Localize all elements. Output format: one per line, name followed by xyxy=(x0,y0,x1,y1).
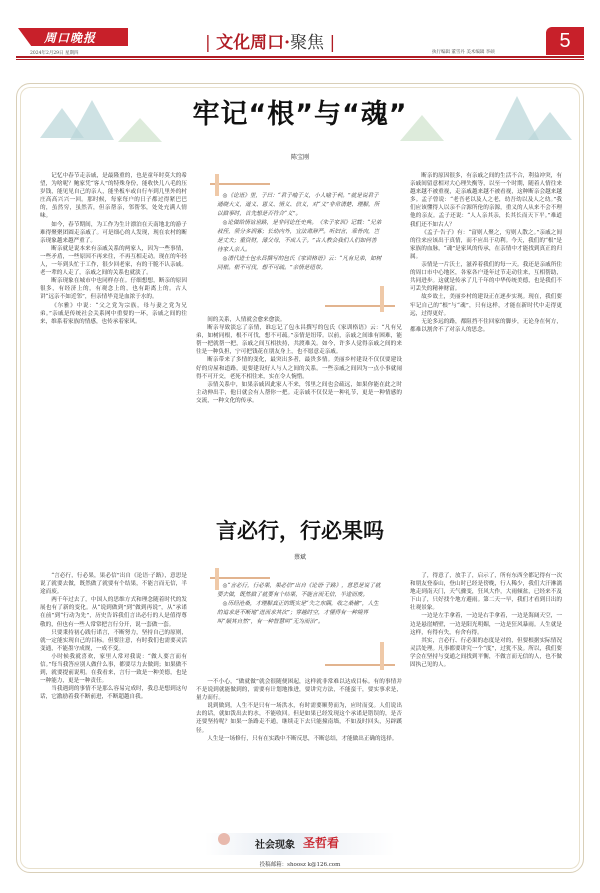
paragraph: 小时候我就喜欢，家里人常对我说：“做人要言而有信。”每当我答应别人做什么事，都要尽力去做到；如果做不到，就要提前说明。在我看来，言行一致是一种美德，也是一种能力，更是一种责任。 xyxy=(40,653,187,685)
paragraph: 如今，春节期间，为工作为生计漂泊在天南地北的游子难得聚聚团圆走亲戚了。可是细心的人发现，现在农村的断亲现象越来越严重了。 xyxy=(40,221,187,244)
paragraph: 说到做到，人生不是只有一场洪水，有时需要顺势而为，应时而变。人们说出去的话，就如泼出去的水，不能收回。但是如果已经发现这个承诺是错误的，是否还要坚持呢？如果一条路走不通，继续走下去只能撞南墙，不如及时回头，另辟蹊径。 xyxy=(196,703,402,734)
column-banner-highlight: 圣哲看 xyxy=(303,836,340,850)
publication-date: 2024年2月29日 星期四 xyxy=(30,51,79,56)
masthead-title: 周口晚报 xyxy=(44,31,97,45)
paragraph: 断亲就是说本来有亲戚关系的两家人，因为一些事情，一些矛盾，一些原因不再来往，不再互相走动。现在的年轻人，一年到头忙于工作，很少回老家，有的干脆不认亲戚。老一辈的人走了，亲戚之间的关系也就淡了。 xyxy=(40,245,187,277)
paragraph: 故乡故土，美丽乡村的建设正在逐步实现。现在，我们要牢记自己的“根”与“魂”，只有这样，才能在新时代中走得更远，过得更好。 xyxy=(410,294,562,317)
column-banner-label: 社会现象 xyxy=(255,840,295,851)
paragraph: 无论多远的路，都阻挡不住回家的脚步，无论身在何方，都难以割舍不了对亲人的思念。 xyxy=(410,318,562,333)
paragraph: 断亲现象在城市中也同样存在。仔细想想，断亲的原因很多，有经济上的，有观念上的，也有距离上的。古人讲“远亲不如近邻”，但亲情毕竟是血浓于水的。 xyxy=(40,278,187,301)
paragraph: 一边是左手拿着，一边是右手拿着，一边是海阔天空，一边是悬崖峭壁，一边是阳光明媚，一边是狂风暴雨。人生就是这样，有得有失，有舍有得。 xyxy=(410,613,562,636)
quote-decoration xyxy=(380,286,384,312)
section-name: 文化周口 xyxy=(216,33,285,53)
paragraph: ◎“言必行，行必果，果必信”出自《论语·子路》，意思是说了就要去做，既然做了就要有个结果，不能言而无信，半途而废。 xyxy=(217,583,381,598)
paragraph: ◎《论语》里，子曰：“君子喻于义，小人喻于利。”就是说君子通晓大义，道义、恩义、情义、信义，对“义”非常清楚、理解，所以做事时，首先想是否符合“义”。 xyxy=(217,193,380,217)
quote-decoration xyxy=(210,183,270,185)
submission-email: 投稿邮箱：shoosz k@126.com xyxy=(259,862,341,868)
quote-decoration xyxy=(325,664,395,666)
paragraph: 当我遇到的事情不是那么容易完成时，我总是想到这句话，它激励着我不断前进，不断超越自我。 xyxy=(40,686,187,701)
article-column-right xyxy=(410,572,562,822)
sun-decoration xyxy=(218,833,230,845)
paragraph: 《尔雅》中说：“父之党为宗族，母与妻之党为兄弟。”亲戚是传统社会关系网中重要的一环，亲戚之间的往来，维系着家族的情感，也传承着家风。 xyxy=(40,302,187,325)
section-subtitle: 聚焦 xyxy=(290,33,325,53)
paragraph: 断亲的原因很多，有亲戚之间的生活不合，利益冲突，有亲戚间留意相对大心理失衡等，以至一个时期，随着人情往来越来越不被重视，走亲戚越来越不被看视，这种断亲会越来越多。孟子曾说：“老吾老以及人之老，幼吾幼以及人之幼。”我们应该懂得人以亲不合源所伦的亲源，重义的人从来不会不理他的亲友。孟子还说：“人人亲其亲，长其长而天下平。”难道我们还不如古人？ xyxy=(410,173,562,228)
article-column-left xyxy=(40,572,187,822)
quote-decoration xyxy=(380,642,384,670)
paragraph: ◎清代进士包永昌撰写的包氏《家训格语》云：“凡有兄弟，如树同根。根不可伐，想不可疏。”亲情是纽带。 xyxy=(217,256,382,271)
paragraph: 断亲带来了多情的变化，最突出多者，最贵多情。美丽乡村建设不仅仅要建设好的房屋和道路，更要建设好人与人之间的关系。一些亲戚之间因为一点小事就闹得不可开交，老死不相往来，实在令人惋惜。 xyxy=(196,357,402,380)
paragraph: 其实，言必行、行必果的态度是对的，但要根据实际情况灵活处理。凡事都要讲究一个“度”，过犹不及。所以，我们要学会在坚持与变通之间找到平衡，不做言而无信的人，也不做固执己见的人。 xyxy=(410,637,562,669)
paragraph: 一不小心，“做就做”就会很随便困起，这样就非常难以达成目标。有的事情并不是说到就能做到的，需要有计划地推进，要讲究方法，不能蛮干，要实事求是，量力而行。 xyxy=(196,679,402,702)
article-column-middle xyxy=(196,316,402,502)
paragraph: 只要秉持初心践行诺言，不断努力，坚持自己的原则，就一定能实现自己的目标。但要注意，有时我们也需要灵活变通，不能墨守成规，一成不变。 xyxy=(40,629,187,652)
article-column-left xyxy=(40,172,187,502)
paragraph: 人生是一场修行，只有在实践中不断反思，不断总结，才能做出正确的选择。 xyxy=(207,735,398,742)
article-title: 言必行，行必果吗 xyxy=(216,519,384,543)
pull-quote xyxy=(217,192,382,304)
header-divider xyxy=(16,56,584,58)
paragraph: ◎论做给情谊世路，是非同论任史典。《朱子家训》记载：“兄弟叔侄，须分多润寡；长幼内外，宜法肃辞严。听妇言，乖骨肉，岂是丈夫；重资财，薄父母，不成人子。”古人教会我们人们如何善待家人亲人。 xyxy=(217,220,382,253)
quote-decoration xyxy=(325,305,395,307)
paragraph: 亲情是一片沃土，滋养着我们的每一天。我还是亲戚所住的周口市中心地区，各家各户逢年过节走动往来，互相帮助，共同进步。这就是传承了几千年的中华传统美德，也是我们不可丢失的精神财富。 xyxy=(410,262,562,293)
article-column-right xyxy=(410,172,562,502)
paragraph: 《孟子·告子》有：“富则人聚之，穷则人散之。”亲戚之间的往来应该出于真情，而不应出于功利。今天，我们的“根”是家族的血脉，“魂”是家风的传承，在亲情中才能找到真正的归属。 xyxy=(410,229,562,260)
page-number: 5 xyxy=(546,27,584,55)
paragraph: 了，得意了，放手了，启示了，所有东西全都记得有一次和朋友登泰山，登山时已经是傍晚，行人稀少，我们大汗淋漓地走到南天门，天气骤变，狂风大作，大雨倾盆，已经来不及下山了，只好找个地方避雨。第二天一早，我们才看到日出的壮观景象。 xyxy=(410,573,562,612)
quote-decoration xyxy=(210,577,270,579)
paragraph: 记忆中春节走亲戚，是最隆重的，也是童年时莫大的希望，为啥呢？鲍家凭“客人”的特殊身份，能收快儿八毛的压岁钱，能见见自己的亲人，能坐板车或自行车到几里外的村庄高高兴兴一回。那时候，每家每户的日子都过得紧巴巴的，虽然穷，虽然苦，但亲帮亲，邻帮邻，处处充满人情味。 xyxy=(40,173,187,220)
header-divider-thin xyxy=(16,59,584,60)
editor-credits: 执行编辑 董雪丹 美术编辑 李硕 xyxy=(432,50,495,55)
pull-quote xyxy=(217,582,382,652)
article-column-middle xyxy=(196,678,402,822)
paragraph: 断亲导致淡忘了亲情，谁忘记了包永昌撰写的包氏《家训格语》云：“凡有兄弟，如树同根，根不可伐，想不可疏。”亲情是纽带。以前，亲戚之间谁有困难，能帮一把就帮一把，亲戚之间互相扶持，共渡难关。如今，许多人觉得亲戚之间的来往是一种负担，宁可把钱花在朋友身上，也不愿意走亲戚。 xyxy=(196,325,402,356)
article-title: 牢记“根”与“魂” xyxy=(192,99,408,130)
paragraph: ◎历经沧桑，才理解真正的既实是“失之东隅，收之桑榆”，人生的追求是不断地“进而求其次”；穿越时空，才懂得有一种境界叫“顺其自然”，有一种智慧叫“无为而治”。 xyxy=(217,601,379,625)
article-author: 陈宝刚 xyxy=(290,154,309,161)
paragraph: 间的关系，人情就会愈来愈淡。 xyxy=(207,317,286,323)
section-title: | 文化周口·聚焦 | xyxy=(205,33,336,53)
column-banner xyxy=(205,833,395,855)
paragraph: 两千年过去了，中国人的思维方式和理念随着时代的发展也有了新的变化。从“说到做到”到“做到再说”，从“承诺在前”到“行动为先”，历史告诉我们言出必行的人是值得尊敬的，但也有一些人常常把言行分开，说一套做一套。 xyxy=(40,597,187,628)
article-author: 蔡斌 xyxy=(293,554,306,561)
paragraph: 亲情关系中，如果亲戚因此家人不来，邻里之间也会疏远，如果你能在此之时主动伸出手，他日就会有人帮你一把。走亲戚不仅仅是一种礼节，更是一种情感的交流，一种文化的传承。 xyxy=(196,381,402,404)
paragraph: “言必行，行必果，果必信”出自《论语·子路》，意思是说了就要去做，既然做了就要有个结果，不能言而无信，半途而废。 xyxy=(40,573,187,596)
